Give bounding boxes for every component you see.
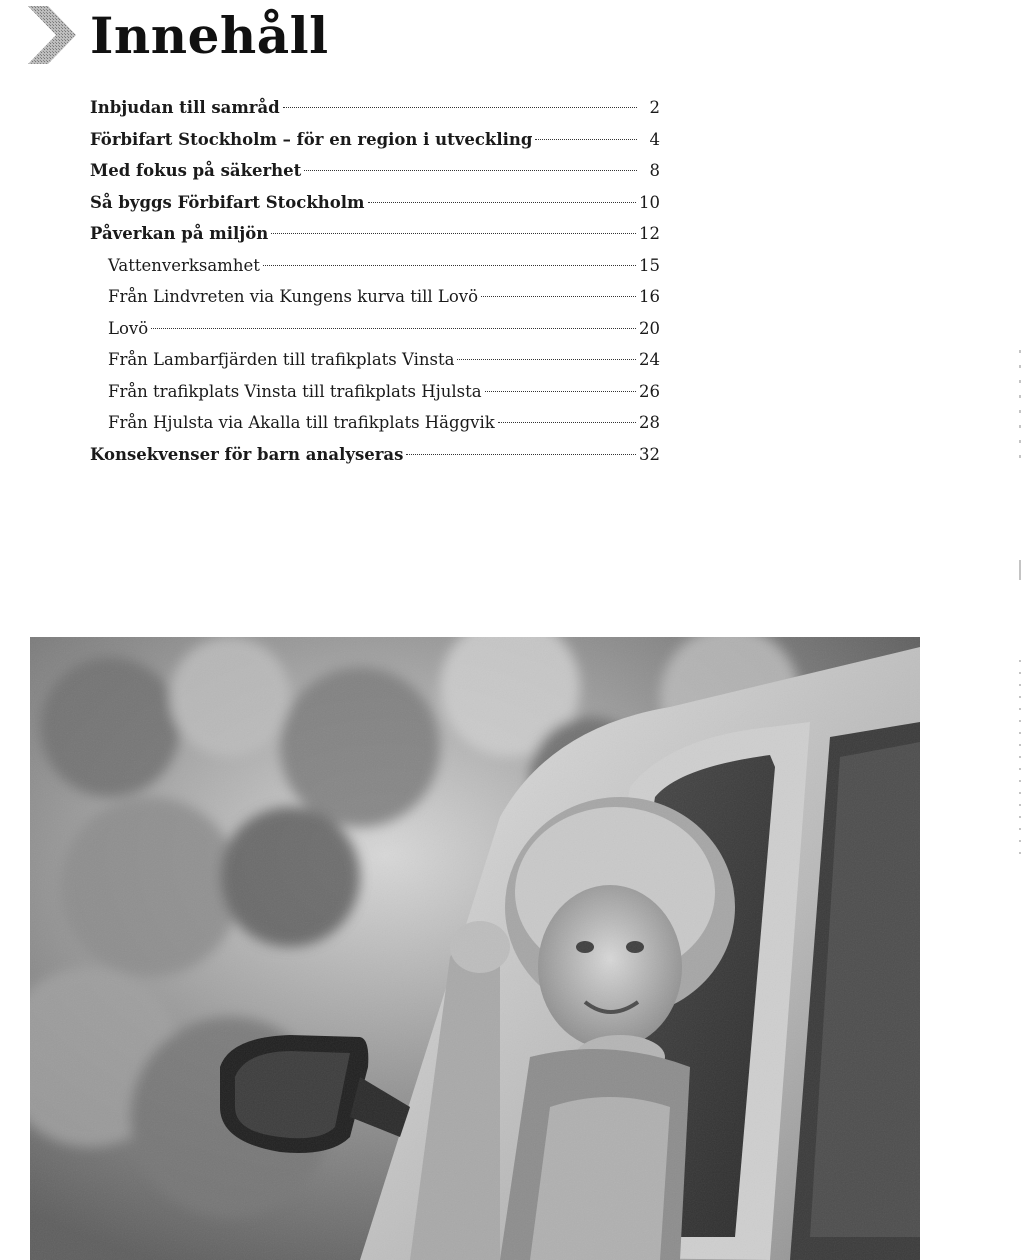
scan-edge-marks (1014, 0, 1024, 1260)
table-of-contents (90, 92, 660, 470)
toc-dot-leader (271, 232, 636, 234)
toc-entry-page: 8 (649, 161, 660, 180)
toc-entry-page: 26 (639, 381, 660, 401)
toc-entry (90, 281, 660, 313)
toc-entry (90, 155, 660, 187)
toc-entry-page: 24 (639, 350, 660, 369)
toc-entry (90, 187, 660, 219)
toc-dot-leader (481, 295, 636, 297)
toc-entry-label: Så byggs Förbifart Stockholm (90, 192, 365, 212)
toc-entry (90, 376, 660, 408)
toc-entry (90, 124, 660, 156)
toc-entry-label: Påverkan på miljön (90, 224, 269, 243)
toc-entry-label: Från Hjulsta via Akalla till trafikplats Häggvik (108, 413, 495, 432)
toc-entry-page: 32 (639, 444, 660, 464)
child-in-car-photo (30, 637, 920, 1260)
toc-dot-leader (283, 106, 637, 108)
toc-entry (90, 407, 660, 439)
toc-entry-page: 16 (639, 287, 660, 306)
toc-dot-leader (304, 169, 637, 171)
toc-entry-label: Inbjudan till samråd (90, 98, 280, 117)
toc-entry (90, 218, 660, 250)
toc-dot-leader (457, 358, 636, 360)
toc-dot-leader (406, 453, 636, 455)
toc-dot-leader (485, 390, 636, 392)
toc-entry-label: Från Lambarfjärden till trafikplats Vinsta (108, 350, 455, 369)
toc-entry (90, 313, 660, 345)
toc-entry-page: 12 (639, 224, 660, 243)
toc-entry-page: 15 (639, 255, 660, 275)
toc-entry-label: Från trafikplats Vinsta till trafikplats Hjulsta (108, 381, 482, 401)
toc-entry-page: 20 (639, 318, 660, 338)
page-title: Innehåll (90, 6, 329, 65)
toc-entry-page: 28 (639, 413, 660, 432)
toc-dot-leader (151, 327, 636, 329)
toc-entry-label: Förbifart Stockholm – för en region i utveckling (90, 129, 533, 149)
toc-entry-page: 10 (639, 192, 660, 212)
toc-entry-page: 4 (649, 129, 660, 149)
toc-entry (90, 250, 660, 282)
toc-dot-leader (263, 264, 636, 266)
toc-entry-label: Vattenverksamhet (108, 255, 260, 275)
toc-entry (90, 92, 660, 124)
toc-dot-leader (498, 421, 636, 423)
toc-entry (90, 344, 660, 376)
toc-entry-label: Lovö (108, 318, 149, 338)
toc-entry-label: Med fokus på säkerhet (90, 161, 302, 180)
toc-dot-leader (535, 138, 637, 140)
toc-entry-page: 2 (649, 98, 660, 117)
toc-entry (90, 439, 660, 471)
toc-dot-leader (368, 201, 637, 203)
chevron-right-icon (26, 4, 78, 66)
toc-entry-label: Från Lindvreten via Kungens kurva till Lovö (108, 287, 479, 306)
toc-entry-label: Konsekvenser för barn analyseras (90, 444, 404, 464)
